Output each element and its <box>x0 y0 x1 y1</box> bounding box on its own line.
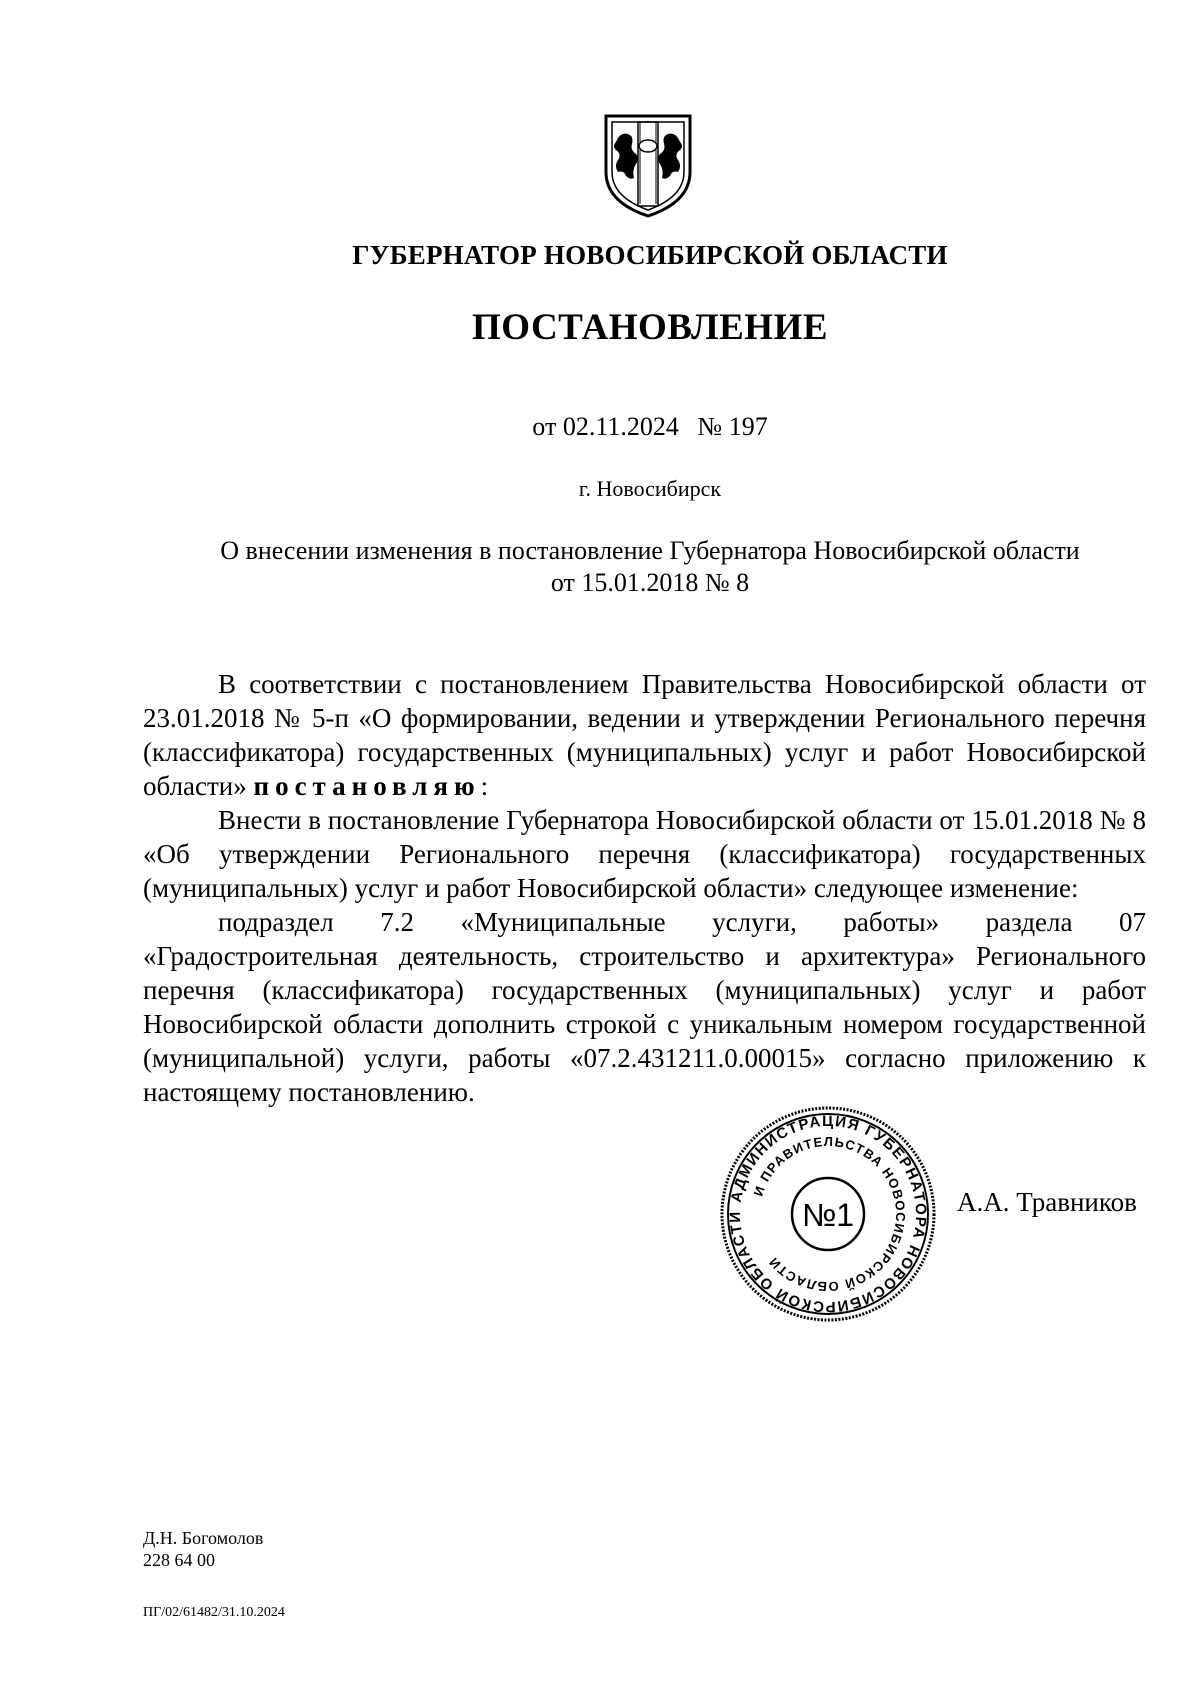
official-seal <box>718 1104 938 1324</box>
executor-info <box>143 1527 263 1571</box>
subject-line-1: О внесении изменения в постановление Губернатора Новосибирской области <box>220 536 1080 565</box>
decree-word: постановляю <box>253 771 481 801</box>
seal-outer-text: АДМИНИСТРАЦИЯ ГУБЕРНАТОРА НОВОСИБИРСКОЙ ОБЛАСТИ <box>726 1112 930 1316</box>
subject-line-2: от 15.01.2018 № 8 <box>550 568 750 597</box>
document-date-line <box>0 412 1200 442</box>
paragraph-2: Внести в постановление Губернатора Новосибирской области от 15.01.2018 № 8 «Об утверждении Регионального перечня (классификатора) государственных (муниципальных) услуг и работ Новосибирской области» следующее изменение: <box>143 805 1146 903</box>
authority-title: ГУБЕРНАТОР НОВОСИБИРСКОЙ ОБЛАСТИ <box>352 240 948 270</box>
registration-number: ПГ/02/61482/31.10.2024 <box>143 1605 285 1620</box>
executor-name: Д.Н. Богомолов <box>143 1528 264 1548</box>
city: г. Новосибирск <box>578 476 722 501</box>
date-prefix: от <box>532 412 557 441</box>
paragraph-1 <box>143 667 1146 803</box>
document-body <box>143 667 1146 1109</box>
document-date: 02.11.2024 <box>562 412 679 441</box>
document-number: 197 <box>728 412 768 441</box>
paragraph-1-text: В соответствии с постановлением Правительства Новосибирской области от 23.01.2018 № 5-п «О формировании, ведении и утверждении Регионального перечня (классификатора) государственных (муниципальных) услуг и работ Новосибирской области» <box>143 669 1146 801</box>
number-prefix: № <box>697 412 723 441</box>
paragraph-1-end: : <box>480 771 489 801</box>
executor-phone: 228 64 00 <box>143 1550 215 1570</box>
document-subject <box>140 535 1160 599</box>
paragraph-3: подраздел 7.2 «Муниципальные услуги, работы» раздела 07 «Градостроительная деятельность, строительство и архитектура» Регионального перечня (классификатора) государственных (муниципальных) услуг и работ Новосибирской области дополнить строкой с уникальным номером государственной (муниципальной) услуги, работы «07.2.431211.0.00015» согласно приложению к настоящему постановлению. <box>143 907 1146 1107</box>
novosibirsk-coat-of-arms-icon <box>600 112 696 220</box>
document-type: ПОСТАНОВЛЕНИЕ <box>471 307 829 348</box>
signer-name: А.А. Травников <box>957 1187 1137 1217</box>
seal-number: №1 <box>801 1197 855 1233</box>
seal-inner-text: И ПРАВИТЕЛЬСТВА НОВОСИБИРСКОЙ ОБЛАСТИ <box>750 1133 909 1295</box>
